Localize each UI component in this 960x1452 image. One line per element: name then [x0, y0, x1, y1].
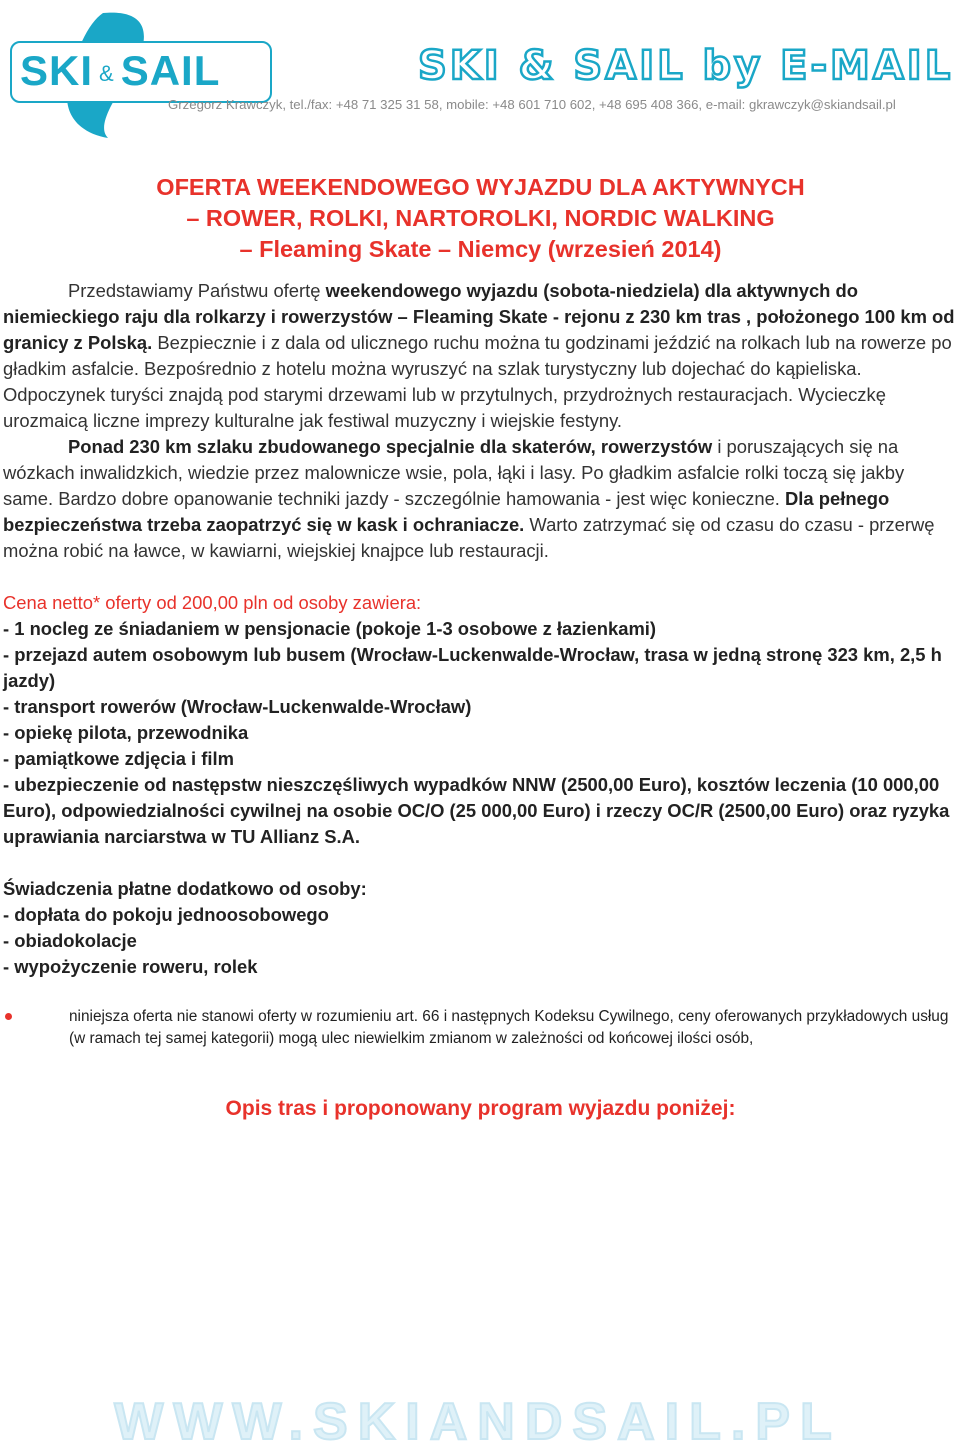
contact-line: Grzegorz Krawczyk, tel./fax: +48 71 325 31 58, mobile: +48 601 710 602, +48 695 408 366, e-mail: gkrawczyk@skiandsail.pl [168, 97, 896, 112]
price-heading: Cena netto* oferty od 200,00 pln od osoby zawiera: [3, 592, 422, 613]
extras-section [3, 876, 958, 980]
ski-and-sail-logo [8, 8, 270, 143]
offer-content [3, 172, 958, 1123]
program-heading: Opis tras i proponowany program wyjazdu poniżej: [225, 1097, 736, 1120]
footnote-text: niniejsza oferta nie stanowi oferty w rozumieniu art. 66 i następnych Kodeksu Cywilnego, ceny oferowanych przykładowych usług (w ramach tej samej kategorii) mogą ulec niewielkim zmianom w zależności od końcowej ilości osób, [69, 1008, 949, 1047]
intro-paragraph-2: Ponad 230 km szlaku zbudowanego specjalnie dla skaterów, rowerzystów i poruszających się na wózkach inwalidzkich, wiedzie przez malownicze wsie, pola, łąki i lasy. Po gładkim asfalcie rolki toczą się jakby same. Bardzo dobre opanowanie techniki jazdy - szczególnie hamowania - jest więc konieczne. Dla pełnego bezpieczeństwa trzeba zaopatrzyć się w kask i ochraniacze. Warto zatrzymać się od czasu do czasu - przerwę można robić na ławce, w kawiarni, wiejskiej knajpce lub restauracji. [3, 436, 935, 561]
website-watermark: WWW.SKIANDSAIL.PL [114, 1393, 842, 1451]
extras-heading: Świadczenia płatne dodatkowo od osoby: [3, 878, 367, 899]
logo-wordmark: SKI & SAIL [20, 47, 221, 94]
extras-item: - obiadokolacje [3, 930, 137, 951]
intro-paragraph-1: Przedstawiamy Państwu ofertę weekendowego wyjazdu (sobota-niedziela) dla aktywnych do niemieckiego raju dla rolkarzy i rowerzystów – Fleaming Skate - rejonu z 230 km tras , położonego 100 km od granicy z Polską. Bezpiecznie i z dala od ulicznego ruchu można tu godzinami jeździć na rolkach lub na rowerze po gładkim asfalcie. Bezpośrednio z hotelu można wyruszyć na szlak turystyczny lub dojechać do kąpieliska. Odpoczynek turyści znajdą pod starymi drzewami lub w przytulnych, przydrożnych restauracjach. Wycieczkę urozmaicą liczne imprezy kulturalne jak festiwal muzyczny i wiejskie festyny. [3, 280, 955, 431]
bullet-icon [5, 1013, 12, 1020]
footnote-list-item [3, 1006, 958, 1049]
price-item: - 1 nocleg ze śniadaniem w pensjonacie (pokoje 1-3 osobowe z łazienkami) [3, 618, 657, 639]
price-item: - transport rowerów (Wrocław-Luckenwalde-Wrocław) [3, 696, 472, 717]
price-section [3, 590, 958, 850]
price-item: - ubezpieczenie od następstw nieszczęśliwych wypadków NNW (2500,00 Euro), kosztów leczenia (10 000,00 Euro), odpowiedzialności cywilnej na osobie OC/O (25 000,00 Euro) i rzeczy OC/R (2500,00 Euro) oraz ryzyka uprawiania narciarstwa w TU Allianz S.A. [3, 774, 950, 847]
extras-item: - wypożyczenie roweru, rolek [3, 956, 258, 977]
price-item: - opiekę pilota, przewodnika [3, 722, 249, 743]
extras-item: - dopłata do pokoju jednoosobowego [3, 904, 329, 925]
title-line-2: – ROWER, ROLKI, NARTOROLKI, NORDIC WALKING [186, 205, 775, 231]
title-line-1: OFERTA WEEKENDOWEGO WYJAZDU DLA AKTYWNYCH [156, 174, 805, 200]
price-item: - pamiątkowe zdjęcia i film [3, 748, 234, 769]
offer-title [3, 172, 958, 265]
email-banner: SKI & SAIL by E-MAIL [418, 43, 954, 89]
price-item: - przejazd autem osobowym lub busem (Wrocław-Luckenwalde-Wrocław, trasa w jedną stronę 323 km, 2,5 h jazdy) [3, 644, 942, 691]
title-line-3: – Fleaming Skate – Niemcy (wrzesień 2014) [239, 236, 722, 262]
page-header [0, 0, 960, 150]
